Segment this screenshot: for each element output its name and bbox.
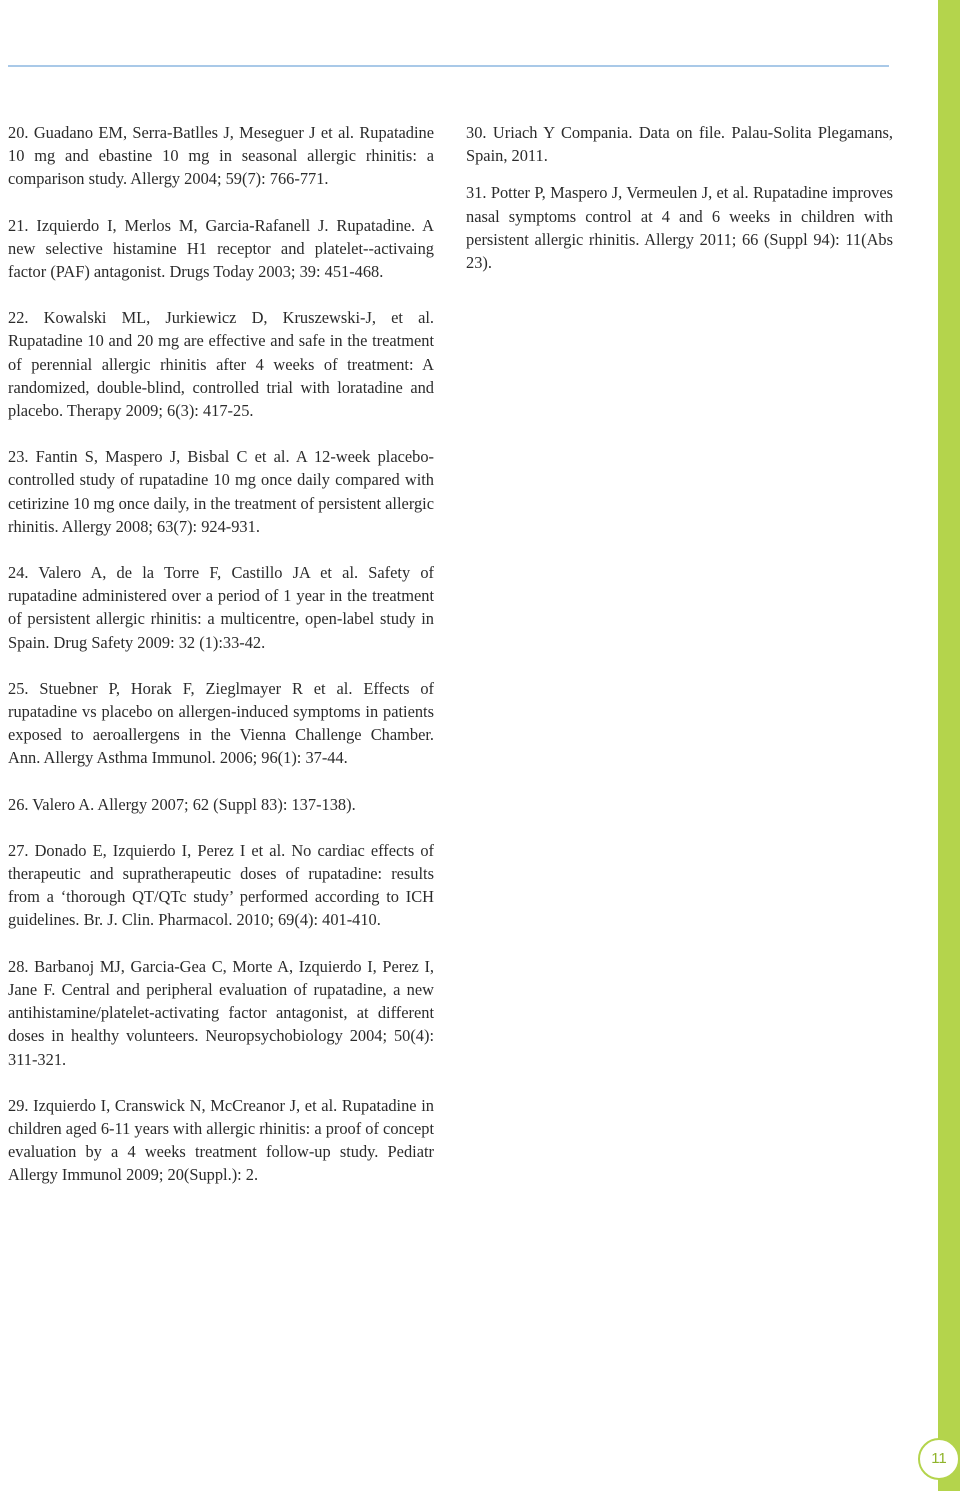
reference-23: 23. Fantin S, Maspero J, Bisbal C et al. A 12-week placebo-controlled study of rupatadine 10 mg once daily compared with cetirizine 10 mg once daily, in the treatment of persistent allergic rhinitis. Allergy 2008; 63(7): 924-931. xyxy=(8,447,435,536)
references-right-column xyxy=(466,121,893,274)
reference-25: 25. Stuebner P, Horak F, Zieglmayer R et al. Effects of rupatadine vs placebo on allergen-induced symptoms in patients exposed to aeroallergens in the Vienna Challenge Chamber. Ann. Allergy Asthma Immunol. 2006; 96(1): 37-44. xyxy=(8,678,434,768)
reference-31: 31. Potter P, Maspero J, Vermeulen J, et al. Rupatadine improves nasal symptoms control at 4 and 6 weeks in children with persistent allergic rhinitis. Allergy 2011; 66 (Suppl 94): 11(Abs 23). xyxy=(466,183,893,273)
reference-22: 22. Kowalski ML, Jurkiewicz D, Kruszewski-J, et al. Rupatadine 10 and 20 mg are effective and safe in the treatment of perennial allergic rhinitis after 4 weeks of treatment: A randomized, double-blind, controlled trial with loratadine and placebo. Therapy 2009; 6(3): 417-25. xyxy=(8,308,434,421)
reference-28: 28. Barbanoj MJ, Garcia-Gea C, Morte A, Izquierdo I, Perez I, Jane F. Central and peripheral evaluation of rupatadine, a new antihistamine/platelet-activating factor antagonist, at different doses in healthy volunteers. Neuropsychobiology 2004; 50(4): 311-321. xyxy=(8,956,434,1069)
page-number-badge: 11 xyxy=(918,1438,960,1480)
reference-29: 29. Izquierdo I, Cranswick N, McCreanor J, et al. Rupatadine in children aged 6-11 years with allergic rhinitis: a proof of concept evaluation by a 4 weeks treatment follow-up study. Pediatr Allergy Immunol 2009; 20(Suppl.): 2. xyxy=(8,1095,435,1185)
reference-26: 26. Valero A. Allergy 2007; 62 (Suppl 83): 137-138). xyxy=(8,794,356,814)
reference-21: 21. Izquierdo I, Merlos M, Garcia-Rafanell J. Rupatadine. A new selective histamine H1 receptor and platelet--activaing factor (PAF) antagonist. Drugs Today 2003; 39: 451-468. xyxy=(8,215,434,282)
side-accent-bar xyxy=(938,0,960,1491)
reference-24: 24. Valero A, de la Torre F, Castillo JA et al. Safety of rupatadine administered over a period of 1 year in the treatment of persistent allergic rhinitis: a multicentre, open-label study in Spain. Drug Safety 2009: 32 (1):33-42. xyxy=(8,563,434,652)
reference-27: 27. Donado E, Izquierdo I, Perez I et al. No cardiac effects of therapeutic and supratherapeutic doses of rupatadine: results from a ‘thorough QT/QTc study’ performed according to ICH guidelines. Br. J. Clin. Pharmacol. 2010; 69(4): 401-410. xyxy=(8,840,434,930)
header-divider-line xyxy=(8,65,889,67)
references-left-column xyxy=(8,121,434,1187)
reference-30: 30. Uriach Y Compania. Data on file. Palau-Solita Plegamans, Spain, 2011. xyxy=(466,123,893,166)
reference-20: 20. Guadano EM, Serra-Batlles J, Meseguer J et al. Rupatadine 10 mg and ebastine 10 mg in seasonal allergic rhinitis: a comparison study. Allergy 2004; 59(7): 766-771. xyxy=(8,123,434,189)
